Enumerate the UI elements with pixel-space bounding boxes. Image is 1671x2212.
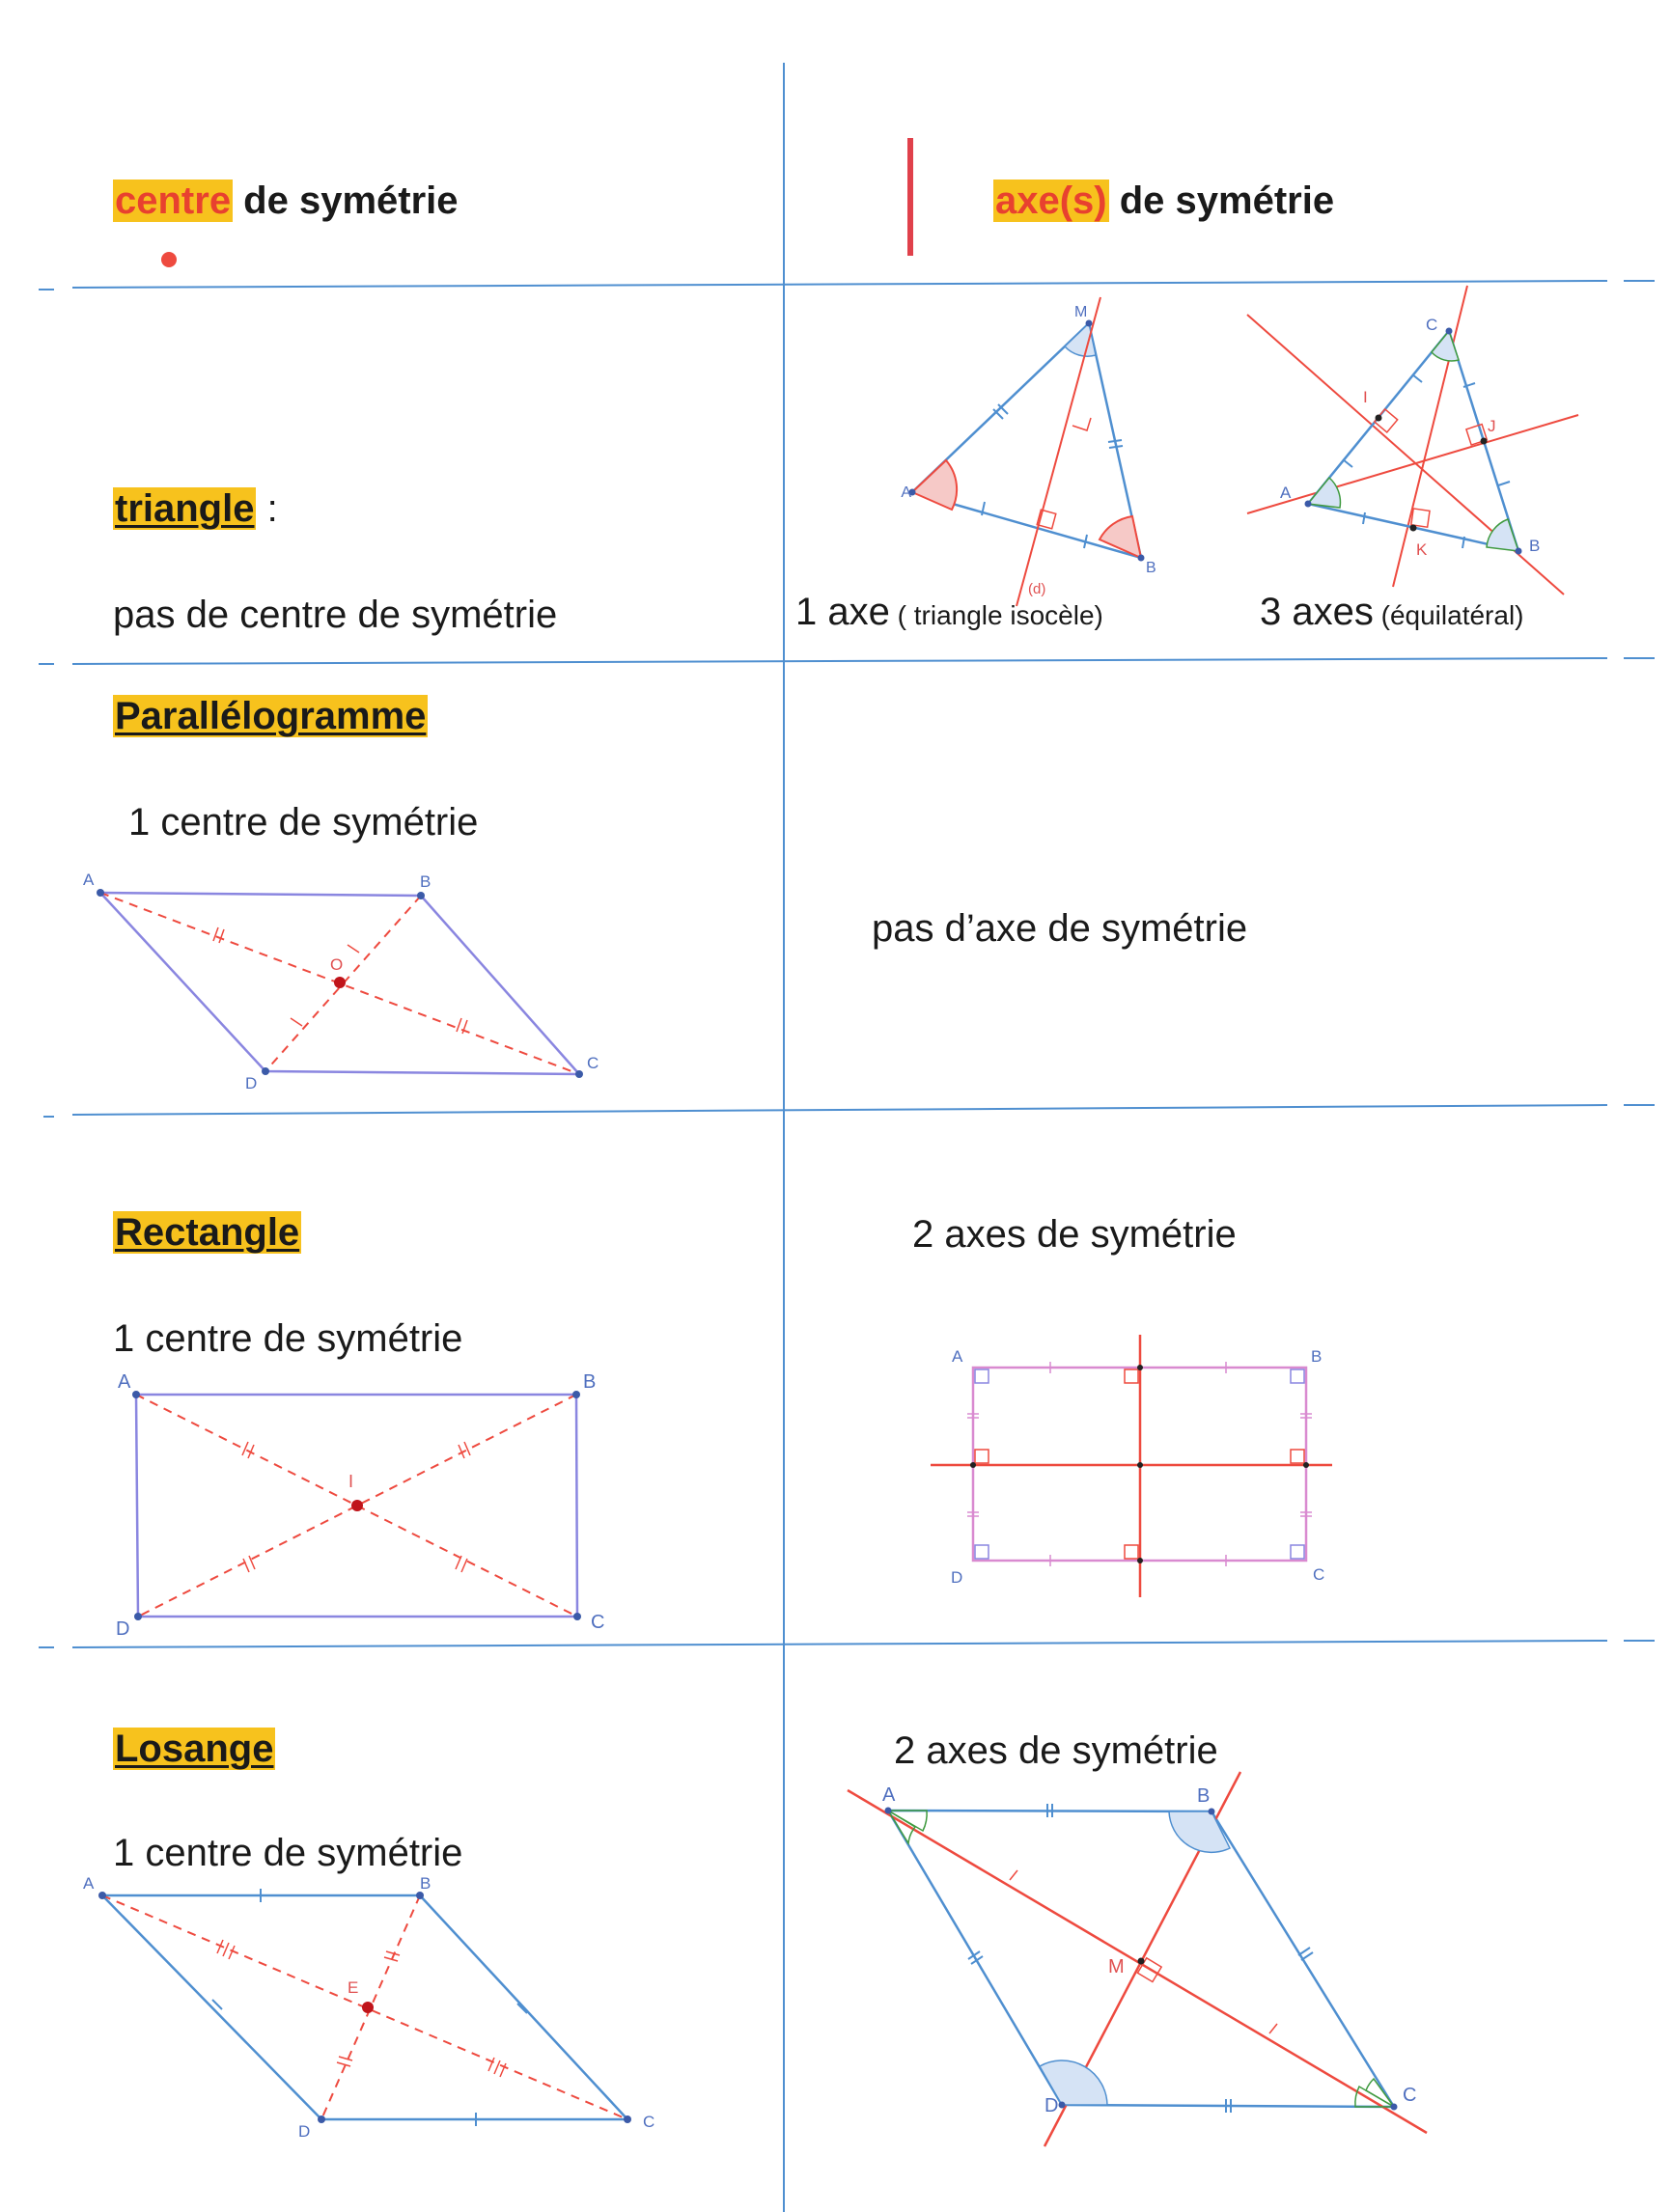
equi-label-K: K (1416, 540, 1428, 559)
header-axes (993, 180, 1334, 223)
equi-label-C: C (1426, 316, 1438, 334)
rect2-label-D: D (951, 1568, 963, 1587)
rectangle-centre-figure (106, 1361, 618, 1650)
equi-label-J: J (1488, 417, 1496, 435)
los2-label-M: M (1108, 1956, 1125, 1977)
iso-label-d: (d) (1028, 581, 1046, 597)
iso-label-A: A (901, 484, 911, 501)
rect-label-D: D (116, 1618, 130, 1640)
triangle-title-row (113, 487, 278, 531)
rect2-label-B: B (1311, 1347, 1323, 1366)
losange-axis-AC (848, 1790, 1427, 2133)
losange-axis-text: 2 axes de symétrie (894, 1729, 1218, 1772)
rect-label-C: C (591, 1612, 605, 1633)
axis1-main: 1 axe (795, 591, 890, 633)
los2-label-C: C (1403, 2085, 1417, 2106)
header-centre-keyword: centre (115, 180, 232, 222)
row-divider-3 (72, 1105, 1607, 1115)
equi-label-A: A (1280, 484, 1292, 502)
los-label-B: B (420, 1874, 432, 1893)
los2-label-B: B (1197, 1785, 1211, 1807)
centre-symbol-dot (161, 252, 177, 267)
los-label-E: E (348, 1978, 359, 1997)
triangle-axis3-caption (1260, 591, 1524, 634)
axis3-note: (équilatéral) (1373, 600, 1524, 630)
los2-label-A: A (882, 1784, 896, 1806)
triangle-colon: : (256, 487, 278, 530)
row-divider-2 (72, 658, 1607, 664)
header-centre (113, 180, 459, 223)
losange-centre-text: 1 centre de symétrie (113, 1832, 463, 1874)
header-axes-keyword: axe(s) (995, 180, 1107, 222)
losange-title: Losange (115, 1728, 274, 1770)
isosceles-triangle (912, 323, 1141, 558)
parallelogram-figure (77, 864, 618, 1095)
parallelogramme-title: Parallélogramme (115, 695, 427, 737)
rectangle-axes-figure (927, 1327, 1342, 1607)
rectangle-title: Rectangle (115, 1211, 300, 1254)
rect-label-A: A (118, 1371, 131, 1393)
equi-label-B: B (1529, 537, 1541, 555)
rectangle-title-row (113, 1211, 301, 1255)
equi-label-I: I (1363, 388, 1368, 406)
los2-label-D: D (1044, 2095, 1059, 2116)
rect2-label-A: A (952, 1347, 963, 1366)
equi-axis-2 (1247, 415, 1578, 513)
equilateral-triangle-figure (1245, 280, 1593, 608)
parallelogramme-axis-text: pas d’axe de symétrie (872, 907, 1248, 950)
axis1-note: ( triangle isocèle) (889, 600, 1103, 630)
rect2-label-C: C (1313, 1565, 1325, 1584)
rect-label-I: I (348, 1472, 354, 1491)
losange-title-row (113, 1728, 275, 1771)
para-label-A: A (83, 871, 95, 889)
losange-centre-figure (77, 1863, 676, 2152)
rectangle-centre-text: 1 centre de symétrie (113, 1317, 463, 1360)
para-label-C: C (587, 1054, 599, 1072)
header-axes-rest: de symétrie (1108, 180, 1335, 222)
rect-label-B: B (583, 1371, 597, 1393)
los-label-A: A (83, 1874, 95, 1893)
rectangle-axis-text: 2 axes de symétrie (912, 1213, 1237, 1256)
header-centre-rest: de symétrie (233, 180, 459, 222)
triangle-title: triangle (115, 487, 255, 530)
para-label-B: B (420, 872, 432, 891)
parallelogramme-centre-text: 1 centre de symétrie (128, 801, 479, 843)
los-label-D: D (298, 2122, 311, 2141)
parallelogramme-title-row (113, 695, 428, 738)
symmetry-axis-d (1017, 297, 1100, 606)
isosceles-triangle-figure (893, 288, 1183, 616)
triangle-axis1-caption (795, 591, 1103, 634)
para-label-O: O (330, 955, 344, 974)
para-label-D: D (245, 1074, 258, 1092)
triangle-centre-text: pas de centre de symétrie (113, 594, 558, 636)
losange-axes-figure (830, 1766, 1448, 2152)
iso-label-B: B (1146, 560, 1156, 576)
iso-label-M: M (1074, 304, 1088, 320)
axis3-main: 3 axes (1260, 591, 1374, 633)
los-label-C: C (643, 2113, 655, 2131)
